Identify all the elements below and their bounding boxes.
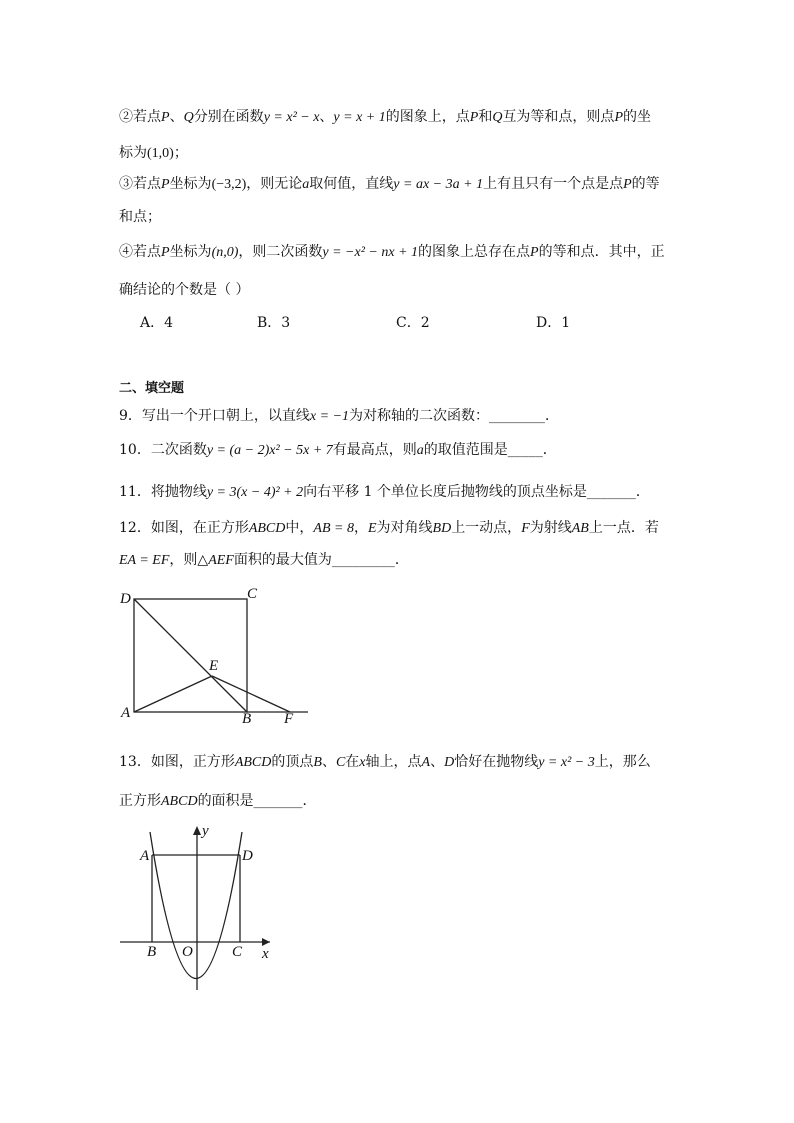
- q13-label-o: O: [182, 944, 193, 960]
- q8-item2-line1: ②若点P、Q分别在函数y = x² − x、y = x + 1的图象上，点P和Q互为等和点，则点P的坐: [119, 109, 651, 125]
- q12-label-c: C: [247, 586, 258, 602]
- question-9: 9．写出一个开口朝上，以直线x = −1为对称轴的二次函数：________．: [119, 408, 560, 424]
- q13-parabola-curve: [150, 832, 242, 979]
- q8-item3-line1: ③若点P坐标为(−3,2)，则无论a取何值，直线y = ax − 3a + 1上有且只有一个点是点P的等: [119, 176, 660, 192]
- q13-parabola: y = x² − 3: [538, 755, 595, 770]
- q12-label-b: B: [242, 711, 252, 727]
- question-12-line2: EA = EF，则△AEF面积的最大值为_________．: [119, 552, 409, 568]
- q12-label-d: D: [120, 591, 131, 607]
- q8-item4-coord: (n,0): [211, 245, 239, 260]
- q8-item2-number: ②: [119, 109, 133, 125]
- q13-label-y: y: [202, 823, 209, 839]
- q13-label-a: A: [140, 848, 150, 864]
- q12-label-e: E: [209, 658, 219, 674]
- q8-item4-func: y = −x² − nx + 1: [322, 245, 419, 260]
- q13-label-c: C: [232, 944, 243, 960]
- q9-axis-eq: x = −1: [309, 409, 350, 424]
- q8-option-b[interactable]: B．3: [257, 315, 291, 331]
- q13-x-arrow: [262, 938, 270, 946]
- q12-label-a: A: [121, 705, 131, 721]
- q13-label-d: D: [242, 848, 253, 864]
- q12-label-f: F: [284, 711, 294, 727]
- q8-option-d[interactable]: D．1: [536, 315, 571, 331]
- q8-func1: y = x² − x: [263, 110, 320, 125]
- question-12-line1: 12．如图，在正方形ABCD中，AB = 8，E为对角线BD上一动点，F为射线AB上一点．若: [119, 520, 659, 536]
- q8-item3-coord: (−3,2): [211, 177, 247, 192]
- q12-segment-ef: [212, 676, 290, 712]
- q11-parabola: y = 3(x − 4)² + 2: [206, 485, 304, 500]
- section-title: 二、填空题: [119, 381, 185, 396]
- q12-figure: [134, 599, 308, 712]
- q13-label-b: B: [147, 944, 157, 960]
- q8-item3-line2: 和点；: [119, 209, 161, 225]
- question-10: 10．二次函数y = (a − 2)x² − 5x + 7有最高点，则a的取值范围是_____．: [119, 442, 557, 458]
- q13-label-x: x: [262, 946, 269, 962]
- q12-diagonal-bd: [134, 599, 247, 712]
- question-11: 11．将抛物线y = 3(x − 4)² + 2向右平移 1 个单位长度后抛物线的顶点坐标是_______．: [119, 484, 650, 500]
- q8-item3-number: ③: [119, 176, 133, 192]
- q8-item4-number: ④: [119, 244, 133, 260]
- q8-func2: y = x + 1: [333, 110, 386, 125]
- question-13-line1: 13．如图，正方形ABCD的顶点B、C在x轴上，点A、D恰好在抛物线y = x² − 3上，那么: [119, 754, 651, 770]
- q13-y-arrow: [193, 826, 201, 835]
- q8-item4-line2: 确结论的个数是（ ）: [119, 282, 250, 298]
- q8-item2-line2: 标为(1,0)；: [119, 145, 188, 161]
- q10-func: y = (a − 2)x² − 5x + 7: [206, 443, 333, 458]
- question-13-line2: 正方形ABCD的面积是_______．: [119, 793, 317, 809]
- q12-segment-ae: [134, 676, 212, 712]
- q8-option-a[interactable]: A．4: [140, 315, 174, 331]
- q8-item2-coord: (1,0): [147, 146, 174, 161]
- q8-option-c[interactable]: C．2: [396, 315, 430, 331]
- q8-item4-line1: ④若点P坐标为(n,0)，则二次函数y = −x² − nx + 1的图象上总存在点P的等和点．其中，正: [119, 244, 665, 260]
- q8-item3-line-eq: y = ax − 3a + 1: [393, 177, 484, 192]
